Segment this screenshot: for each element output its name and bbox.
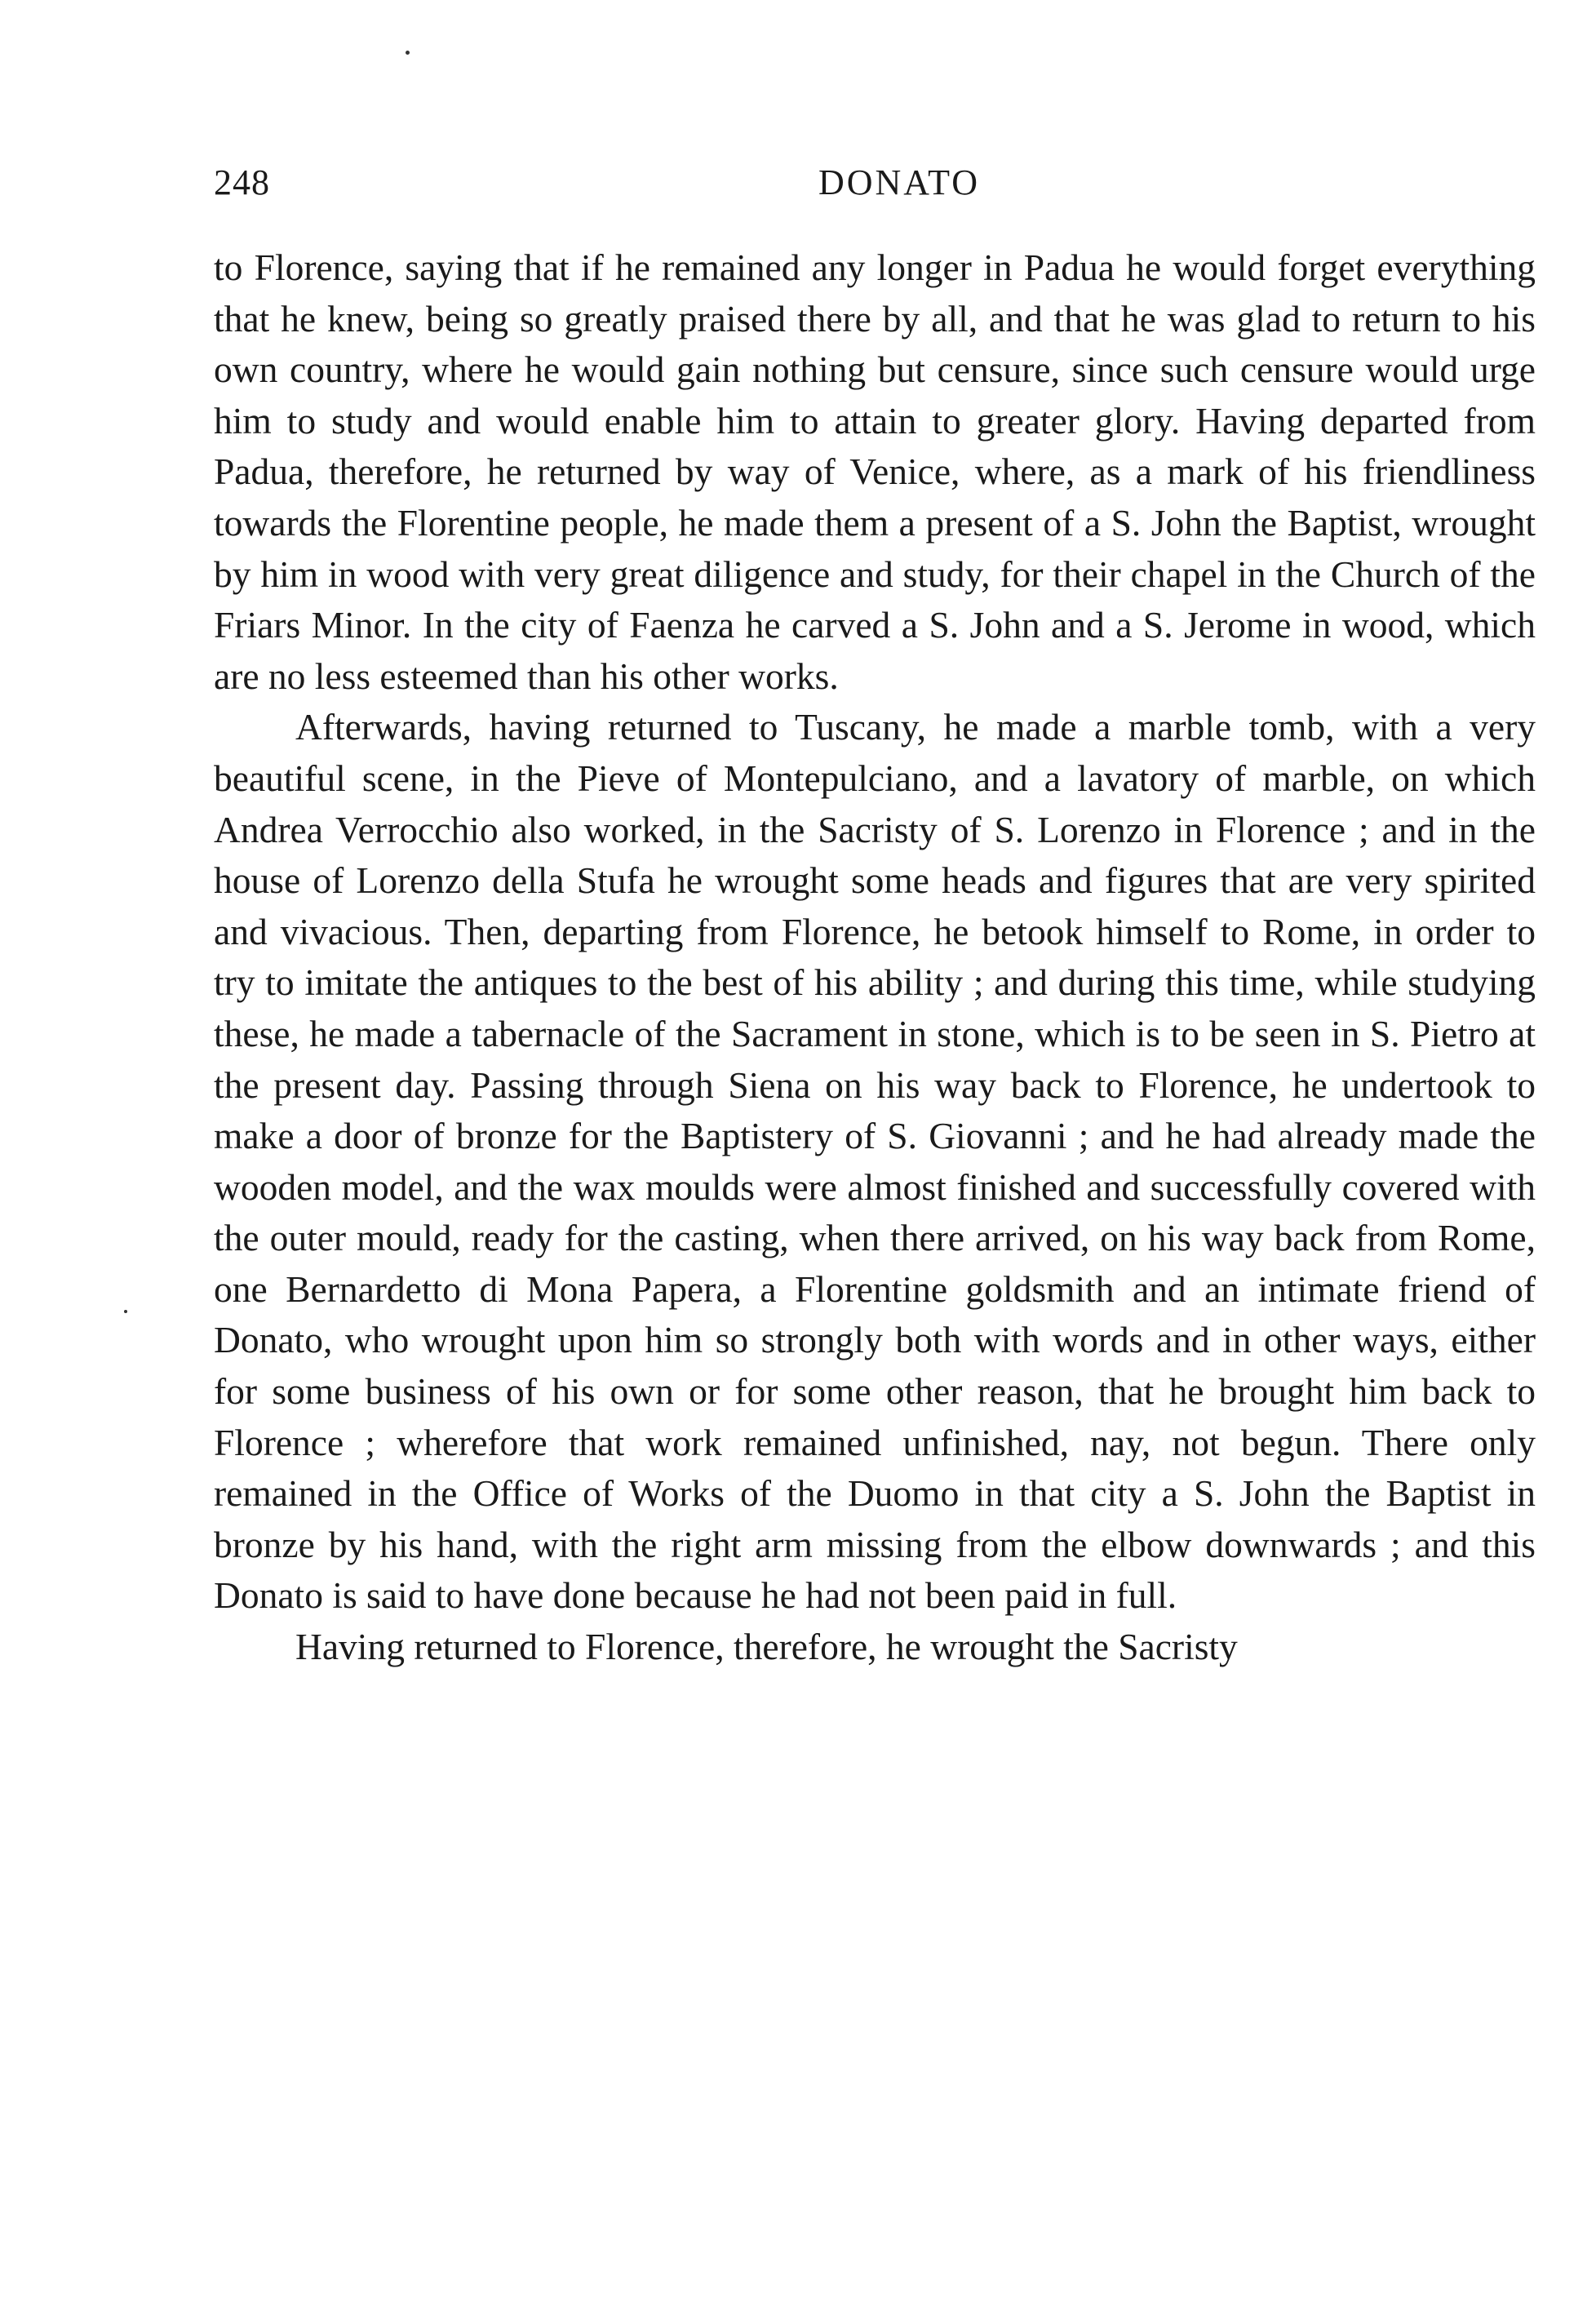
paragraph-continued: to Florence, saying that if he remained any longer in Padua he would forget everything that he knew, being so greatly praised there by all, and that he was glad to return to his own country, where he would gain nothing but censure, since such censure would urge him to study and would enable him to attain to greater glory. Having departed from Padua, therefore, he returned by way of Venice, where, as a mark of his friendliness towards the Florentine people, he made them a present of a S. John the Baptist, wrought by him in wood with very great diligence and study, for their chapel in the Church of the Friars Minor. In the city of Faenza he carved a S. John and a S. Jerome in wood, which are no less esteemed than his other works. [214,246,1536,697]
print-speck [124,1310,127,1313]
running-title: DONATO [818,162,981,202]
paragraph: Afterwards, having returned to Tuscany, he made a marble tomb, with a very beautiful scene, in the Pieve of Montepulciano, and a lavatory of marble, on which Andrea Verrocchio also worked, in the Sacristy of S. Lorenzo in Florence ; and in the house of Lorenzo della Stufa he wrought some heads and figures that are very spirited and vivacious. Then, departing from Florence, he betook himself to Rome, in order to try to imitate the antiques to the best of his ability ; and during this time, while studying these, he made a tabernacle of the Sacrament in stone, which is to be seen in S. Pietro at the present day. Passing through Siena on his way back to Florence, he undertook to make a door of bronze for the Baptistery of S. Giovanni ; and he had already made the wooden model, and the wax moulds were almost finished and successfully covered with the outer mould, ready for the casting, when there arrived, on his way back from Rome, one Bernardetto di Mona Papera, a Florentine goldsmith and an intimate friend of Donato, who wrought upon him so strongly both with words and in other ways, either for some business of his own or for some other reason, that he brought him back to Florence ; wherefore that work remained unfinished, nay, not begun. There only remained in the Office of Works of the Duomo in that city a S. John the Baptist in bronze by his hand, with the right arm missing from the elbow downwards ; and this Donato is said to have done because he had not been paid in full. [214,706,1536,1617]
print-speck [406,51,410,55]
body-text [214,242,1536,1673]
page-header [214,162,1536,211]
page-number: 248 [214,162,270,202]
paragraph: Having returned to Florence, therefore, he wrought the Sacristy [295,1626,1238,1668]
